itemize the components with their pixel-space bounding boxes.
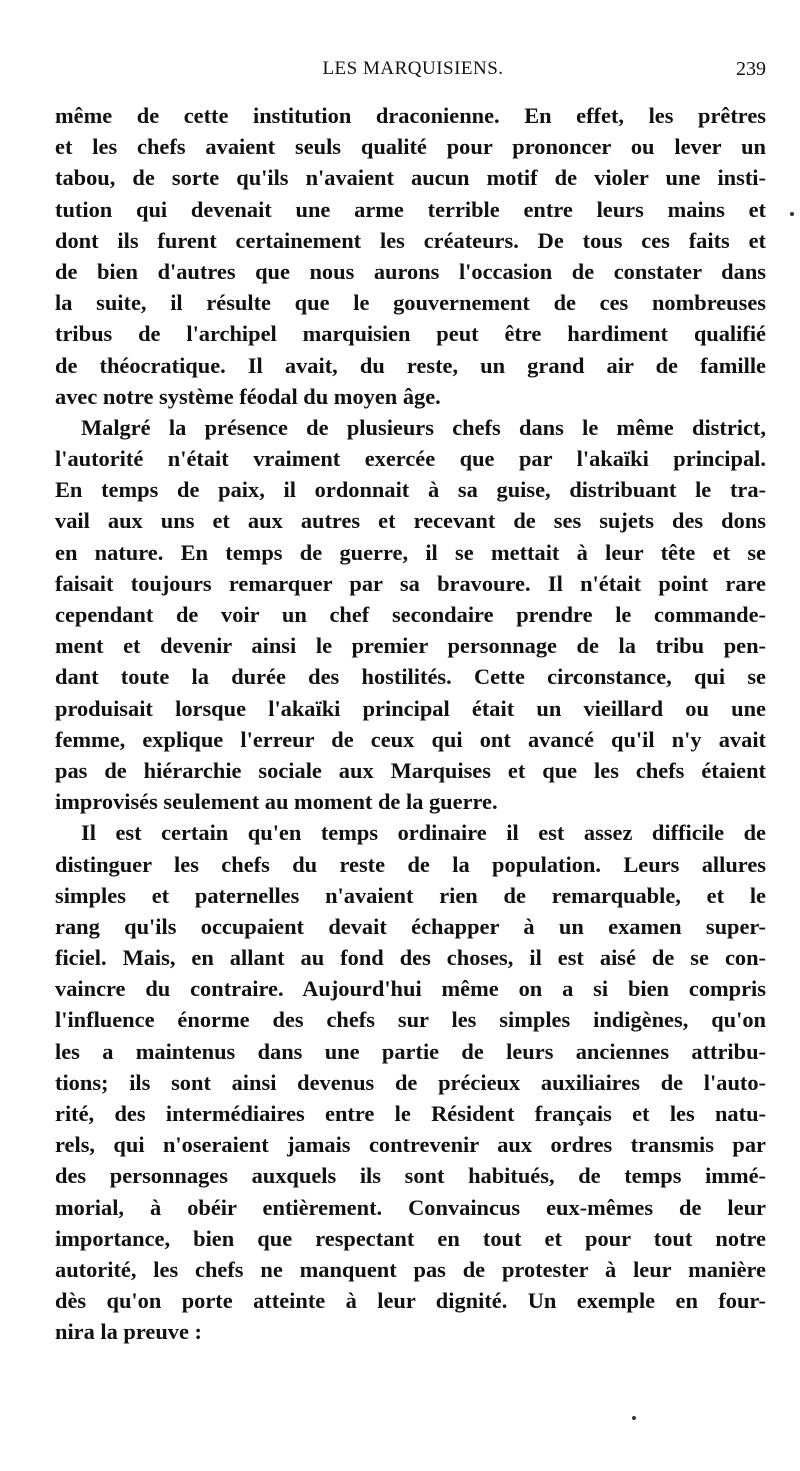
text-line: ment et devenir ainsi le premier personnage de la tribu pen-: [55, 633, 766, 659]
text-line: improvisés seulement au moment de la guerre.: [55, 789, 498, 815]
text-line: vaincre du contraire. Aujourd'hui même on a si bien compris: [55, 976, 766, 1002]
paragraph: [55, 412, 766, 817]
text-line: la suite, il résulte que le gouvernement de ces nombreuses: [55, 290, 766, 316]
text-line: autorité, les chefs ne manquent pas de protester à leur manière: [55, 1256, 766, 1282]
text-line: nira la preuve :: [55, 1319, 202, 1345]
text-line: de théocratique. Il avait, du reste, un grand air de famille: [55, 352, 766, 378]
text-line: Il est certain qu'en temps ordinaire il est assez difficile de: [81, 820, 766, 846]
text-line: tabou, de sorte qu'ils n'avaient aucun motif de violer une insti-: [55, 165, 766, 191]
text-line: avec notre système féodal du moyen âge.: [55, 383, 441, 409]
margin-speck: [632, 1416, 636, 1420]
text-line: tution qui devenait une arme terrible entre leurs mains et: [55, 196, 766, 222]
page-number: 239: [736, 58, 766, 80]
text-line: et les chefs avaient seuls qualité pour prononcer ou lever un: [55, 134, 766, 160]
paragraph: [55, 100, 766, 412]
text-line: des personnages auxquels ils sont habitués, de temps immé-: [55, 1163, 766, 1189]
text-line: ficiel. Mais, en allant au fond des choses, il est aisé de se con-: [55, 945, 766, 971]
text-line: morial, à obéir entièrement. Convaincus eux-mêmes de leur: [55, 1194, 766, 1220]
text-line: importance, bien que respectant en tout et pour tout notre: [55, 1225, 766, 1251]
text-line: femme, explique l'erreur de ceux qui ont avancé qu'il n'y avait: [55, 726, 766, 752]
text-line: simples et paternelles n'avaient rien de remarquable, et le: [55, 882, 766, 908]
running-title: LES MARQUISIENS.: [322, 58, 504, 79]
text-line: en nature. En temps de guerre, il se mettait à leur tête et se: [55, 539, 766, 565]
text-line: tions; ils sont ainsi devenus de précieux auxiliaires de l'auto-: [55, 1069, 766, 1095]
text-line: même de cette institution draconienne. En effet, les prêtres: [55, 103, 766, 128]
text-line: dant toute la durée des hostilités. Cette circonstance, qui se: [55, 664, 766, 690]
text-line: cependant de voir un chef secondaire prendre le commande-: [55, 602, 766, 627]
text-line: l'autorité n'était vraiment exercée que par l'akaïki principal.: [55, 446, 766, 472]
text-line: dès qu'on porte atteinte à leur dignité. Un exemple en four-: [55, 1288, 766, 1314]
text-line: distinguer les chefs du reste de la population. Leurs allures: [55, 851, 766, 877]
text-line: faisait toujours remarquer par sa bravoure. Il n'était point rare: [55, 570, 766, 596]
margin-speck: [790, 212, 794, 216]
text-line: rels, qui n'oseraient jamais contrevenir aux ordres transmis par: [55, 1132, 766, 1158]
text-line: En temps de paix, il ordonnait à sa guise, distribuant le tra-: [55, 477, 766, 503]
text-line: de bien d'autres que nous aurons l'occasion de constater dans: [55, 258, 766, 284]
text-line: produisait lorsque l'akaïki principal était un vieillard ou une: [55, 695, 766, 721]
text-line: l'influence énorme des chefs sur les simples indigènes, qu'on: [55, 1007, 766, 1033]
text-line: pas de hiérarchie sociale aux Marquises et que les chefs étaient: [55, 757, 766, 783]
paragraph: [55, 817, 766, 1347]
text-line: les a maintenus dans une partie de leurs anciennes attribu-: [55, 1038, 766, 1064]
page-header: [60, 58, 766, 86]
text-line: tribus de l'archipel marquisien peut être hardiment qualifié: [55, 321, 766, 347]
text-line: vail aux uns et aux autres et recevant de ses sujets des dons: [55, 508, 766, 534]
text-line: rité, des intermédiaires entre le Résident français et les natu-: [55, 1101, 766, 1126]
text-line: dont ils furent certainement les créateurs. De tous ces faits et: [55, 227, 766, 253]
body-text: [55, 100, 766, 1348]
text-line: Malgré la présence de plusieurs chefs dans le même district,: [81, 414, 766, 440]
text-line: rang qu'ils occupaient devait échapper à un examen super-: [55, 913, 766, 939]
